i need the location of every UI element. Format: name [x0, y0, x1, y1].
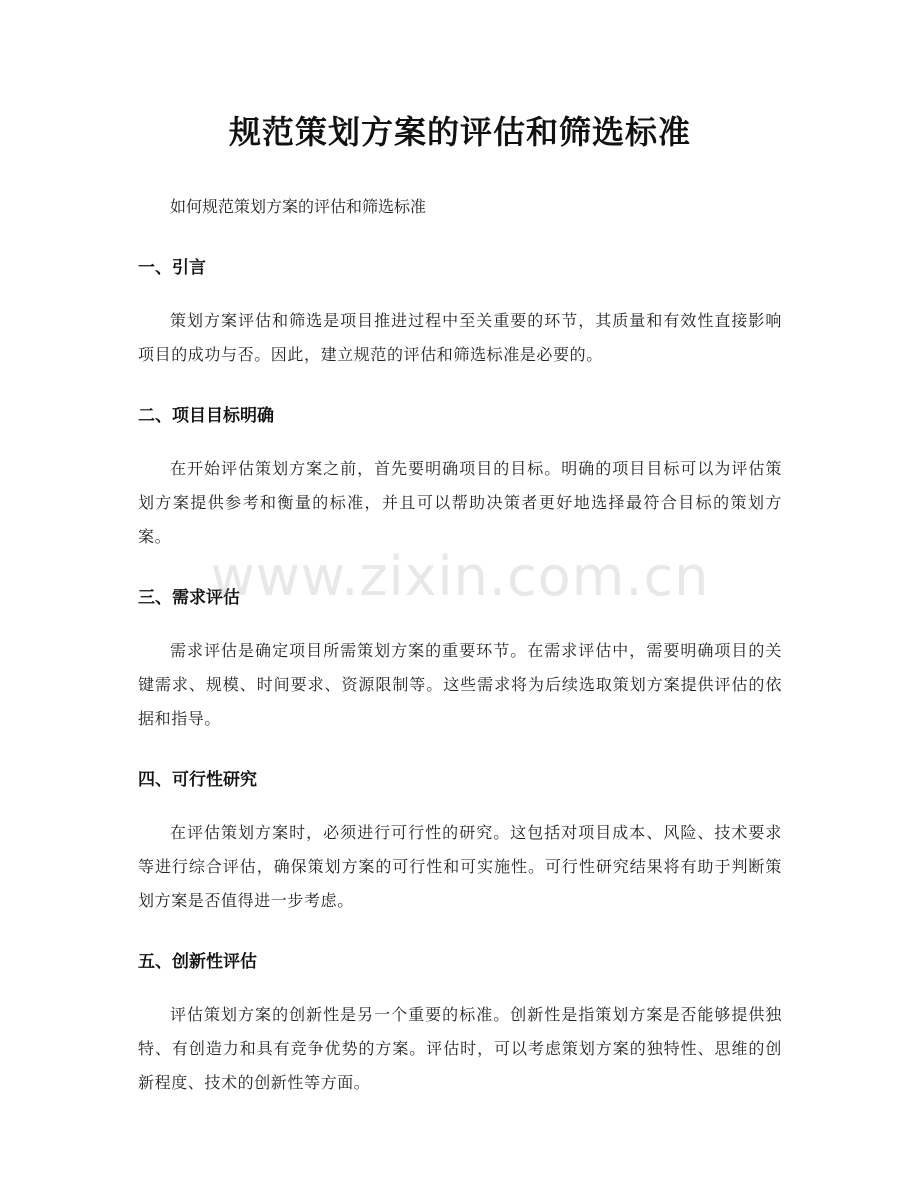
document-subtitle: 如何规范策划方案的评估和筛选标准: [170, 197, 427, 216]
section-heading-needs-assessment: 三、需求评估: [138, 588, 240, 608]
section-body-innovation-assessment: 评估策划方案的创新性是另一个重要的标准。创新性是指策划方案是否能够提供独特、有创造力和具有竞争优势的方案。评估时，可以考虑策划方案的独特性、思维的创新程度、技术的创新性等方面。: [138, 1005, 782, 1092]
section-heading-feasibility-study: 四、可行性研究: [138, 770, 257, 790]
section-body-introduction: 策划方案评估和筛选是项目推进过程中至关重要的环节，其质量和有效性直接影响项目的成功与否。因此，建立规范的评估和筛选标准是必要的。: [138, 311, 782, 364]
section-body-needs-assessment: 需求评估是确定项目所需策划方案的重要环节。在需求评估中，需要明确项目的关键需求、规模、时间要求、资源限制等。这些需求将为后续选取策划方案提供评估的依据和指导。: [138, 641, 782, 728]
section-body-project-goals: 在开始评估策划方案之前，首先要明确项目的目标。明确的项目目标可以为评估策划方案提供参考和衡量的标准，并且可以帮助决策者更好地选择最符合目标的策划方案。: [138, 459, 782, 546]
page-title: 规范策划方案的评估和筛选标准: [228, 113, 691, 151]
section-heading-project-goals: 二、项目目标明确: [138, 406, 274, 426]
section-heading-innovation-assessment: 五、创新性评估: [138, 952, 257, 972]
watermark: www.zixin.com.cn: [210, 545, 710, 608]
section-heading-introduction: 一、引言: [138, 258, 206, 278]
section-body-feasibility-study: 在评估策划方案时，必须进行可行性的研究。这包括对项目成本、风险、技术要求等进行综合评估，确保策划方案的可行性和可实施性。可行性研究结果将有助于判断策划方案是否值得进一步考虑。: [138, 823, 782, 910]
